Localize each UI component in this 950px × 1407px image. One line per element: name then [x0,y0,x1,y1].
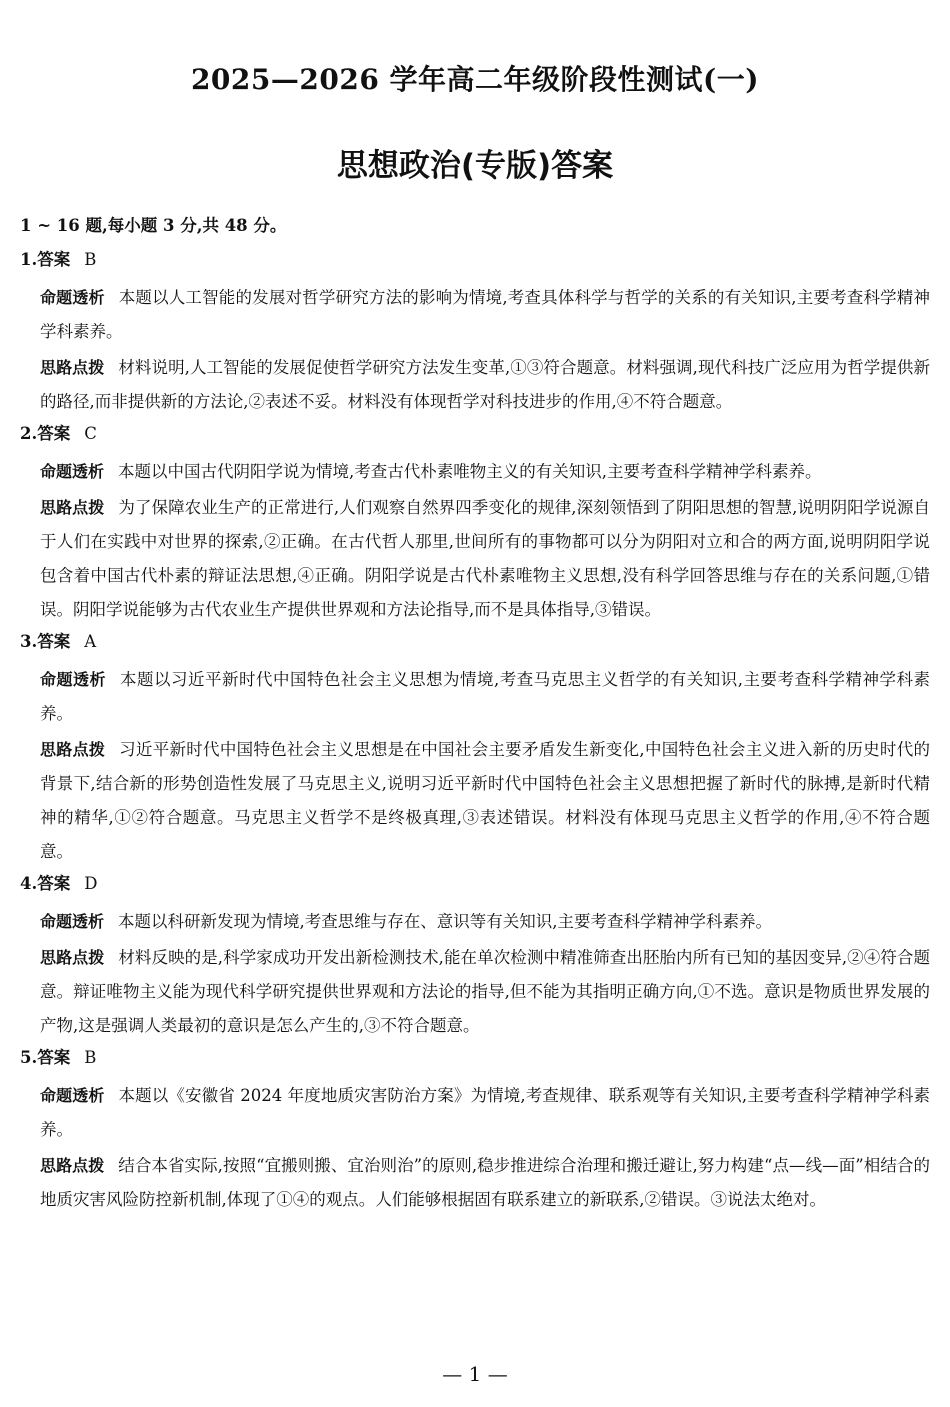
question-4-reasoning [20,941,930,1043]
exam-title: 2025—2026 学年高二年级阶段性测试(一) [190,63,760,96]
question-3-header [20,629,930,655]
question-4-analysis [20,905,930,939]
question-1-reasoning [20,351,930,419]
question-2-header [20,421,930,447]
page-number: — 1 — [442,1362,508,1386]
answer-value: C [84,424,97,443]
reasoning-text: 为了保障农业生产的正常进行,人们观察自然界四季变化的规律,深刻领悟到了阴阳思想的智慧,说明阴阳学说源自于人们在实践中对世界的探索,②正确。在古代哲人那里,世间所有的事物都可以分为阴阳对立和合的两方面,说明阴阳学说包含着中国古代朴素的辩证法思想,④正确。阴阳学说是古代朴素唯物主义思想,没有科学回答思维与存在的关系问题,①错误。阴阳学说能够为古代农业生产提供世界观和方法论指导,而不是具体指导,③错误。 [40,498,930,619]
analysis-text: 本题以科研新发现为情境,考查思维与存在、意识等有关知识,主要考查科学精神学科素养。 [118,912,773,931]
reasoning-label: 思路点拨 [40,358,105,377]
question-5-header [20,1045,930,1071]
analysis-label: 命题透析 [40,1086,105,1105]
analysis-text: 本题以人工智能的发展对哲学研究方法的影响为情境,考查具体科学与哲学的关系的有关知识,主要考查科学精神学科素养。 [40,288,930,341]
analysis-label: 命题透析 [40,462,105,481]
analysis-text: 本题以《安徽省 2024 年度地质灾害防治方案》为情境,考查规律、联系观等有关知识,主要考查科学精神学科素养。 [40,1086,930,1139]
answer-value: B [84,250,97,269]
question-1-analysis [20,281,930,349]
question-5-analysis [20,1079,930,1147]
answer-content [20,213,930,1219]
reasoning-label: 思路点拨 [40,1156,105,1175]
analysis-text: 本题以习近平新时代中国特色社会主义思想为情境,考查马克思主义哲学的有关知识,主要考查科学精神学科素养。 [40,670,930,723]
answer-value: D [84,874,98,893]
answer-label: 答案 [37,632,71,651]
question-3-reasoning [20,733,930,869]
reasoning-text: 材料反映的是,科学家成功开发出新检测技术,能在单次检测中精准筛查出胚胎内所有已知的基因变异,②④符合题意。辩证唯物主义能为现代科学研究提供世界观和方法论的指导,但不能为其指明正确方向,①不选。意识是物质世界发展的产物,这是强调人类最初的意识是怎么产生的,③不符合题意。 [40,948,930,1035]
question-5-reasoning [20,1149,930,1217]
question-1-header [20,247,930,273]
answer-value: B [84,1048,97,1067]
reasoning-text: 结合本省实际,按照“宜搬则搬、宜治则治”的原则,稳步推进综合治理和搬迁避让,努力构建“点—线—面”相结合的地质灾害风险防控新机制,体现了①④的观点。人们能够根据固有联系建立的新联系,②错误。③说法太绝对。 [40,1156,930,1209]
analysis-text: 本题以中国古代阴阳学说为情境,考查古代朴素唯物主义的有关知识,主要考查科学精神学科素养。 [118,462,822,481]
question-4-header [20,871,930,897]
analysis-label: 命题透析 [40,288,105,307]
section-intro: 1 ~ 16 题,每小题 3 分,共 48 分。 [20,216,287,235]
analysis-label: 命题透析 [40,912,105,931]
answer-key-subtitle: 思想政治(专版)答案 [336,148,614,184]
reasoning-label: 思路点拨 [40,740,106,759]
reasoning-label: 思路点拨 [40,498,105,517]
answer-label: 答案 [37,1048,71,1067]
question-2-reasoning [20,491,930,627]
question-number: 2. [20,424,38,443]
question-number: 5. [20,1048,38,1067]
question-2-analysis [20,455,930,489]
answer-label: 答案 [37,424,71,443]
question-number: 3. [20,632,38,651]
question-number: 4. [20,874,38,893]
answer-label: 答案 [37,250,71,269]
reasoning-text: 材料说明,人工智能的发展促使哲学研究方法发生变革,①③符合题意。材料强调,现代科技广泛应用为哲学提供新的路径,而非提供新的方法论,②表述不妥。材料没有体现哲学对科技进步的作用,④不符合题意。 [40,358,930,411]
answer-value: A [84,632,97,651]
answer-label: 答案 [37,874,71,893]
reasoning-text: 习近平新时代中国特色社会主义思想是在中国社会主要矛盾发生新变化,中国特色社会主义进入新的历史时代的背景下,结合新的形势创造性发展了马克思主义,说明习近平新时代中国特色社会主义思想把握了新时代的脉搏,是新时代精神的精华,①②符合题意。马克思主义哲学不是终极真理,③表述错误。材料没有体现马克思主义哲学的作用,④不符合题意。 [40,740,930,861]
question-3-analysis [20,663,930,731]
question-number: 1. [20,250,38,269]
reasoning-label: 思路点拨 [40,948,105,967]
analysis-label: 命题透析 [40,670,106,689]
